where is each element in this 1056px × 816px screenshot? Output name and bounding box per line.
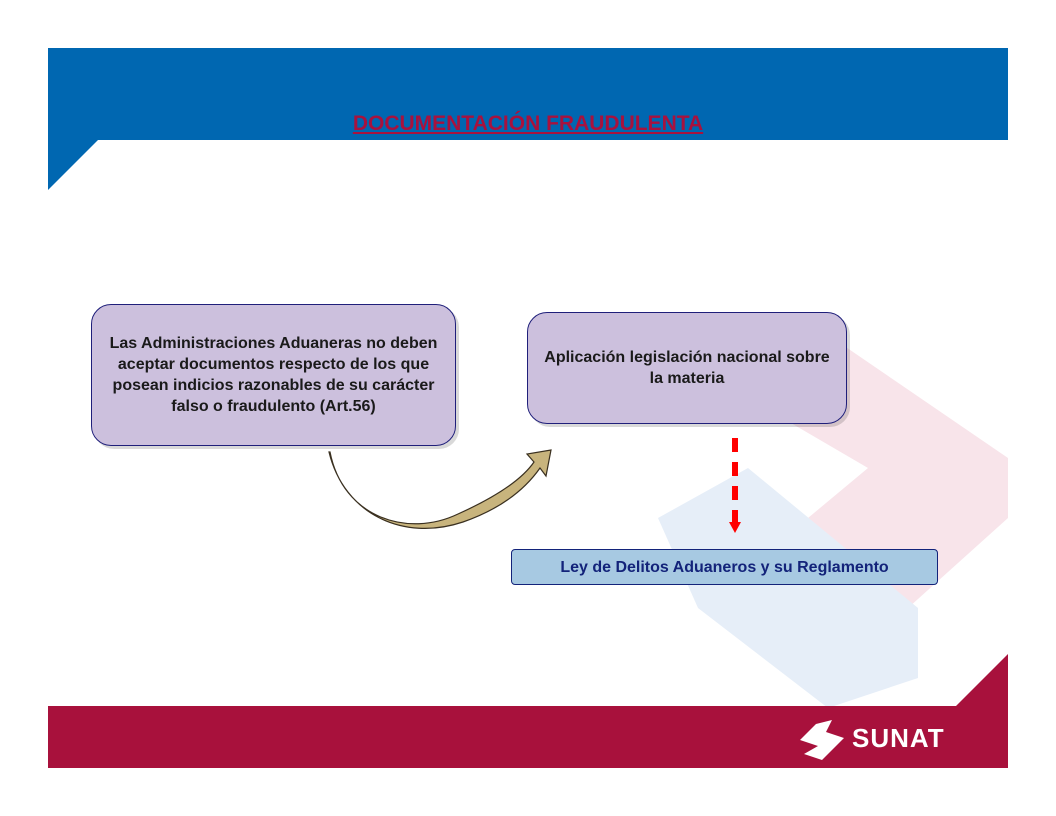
rule-box: Las Administraciones Aduaneras no deben aceptar documentos respecto de los que posean indicios razonables de su carácter falso o fraudulento (Art.56) xyxy=(91,304,456,446)
page-title: DOCUMENTACIÓN FRAUDULENTA xyxy=(352,112,704,135)
sunat-logo xyxy=(800,716,945,760)
slide xyxy=(48,48,1008,768)
curved-arrow xyxy=(329,450,551,528)
law-box: Ley de Delitos Aduaneros y su Reglamento xyxy=(511,549,938,585)
sunat-logo-text: SUNAT xyxy=(852,722,945,753)
application-box: Aplicación legislación nacional sobre la materia xyxy=(527,312,847,424)
